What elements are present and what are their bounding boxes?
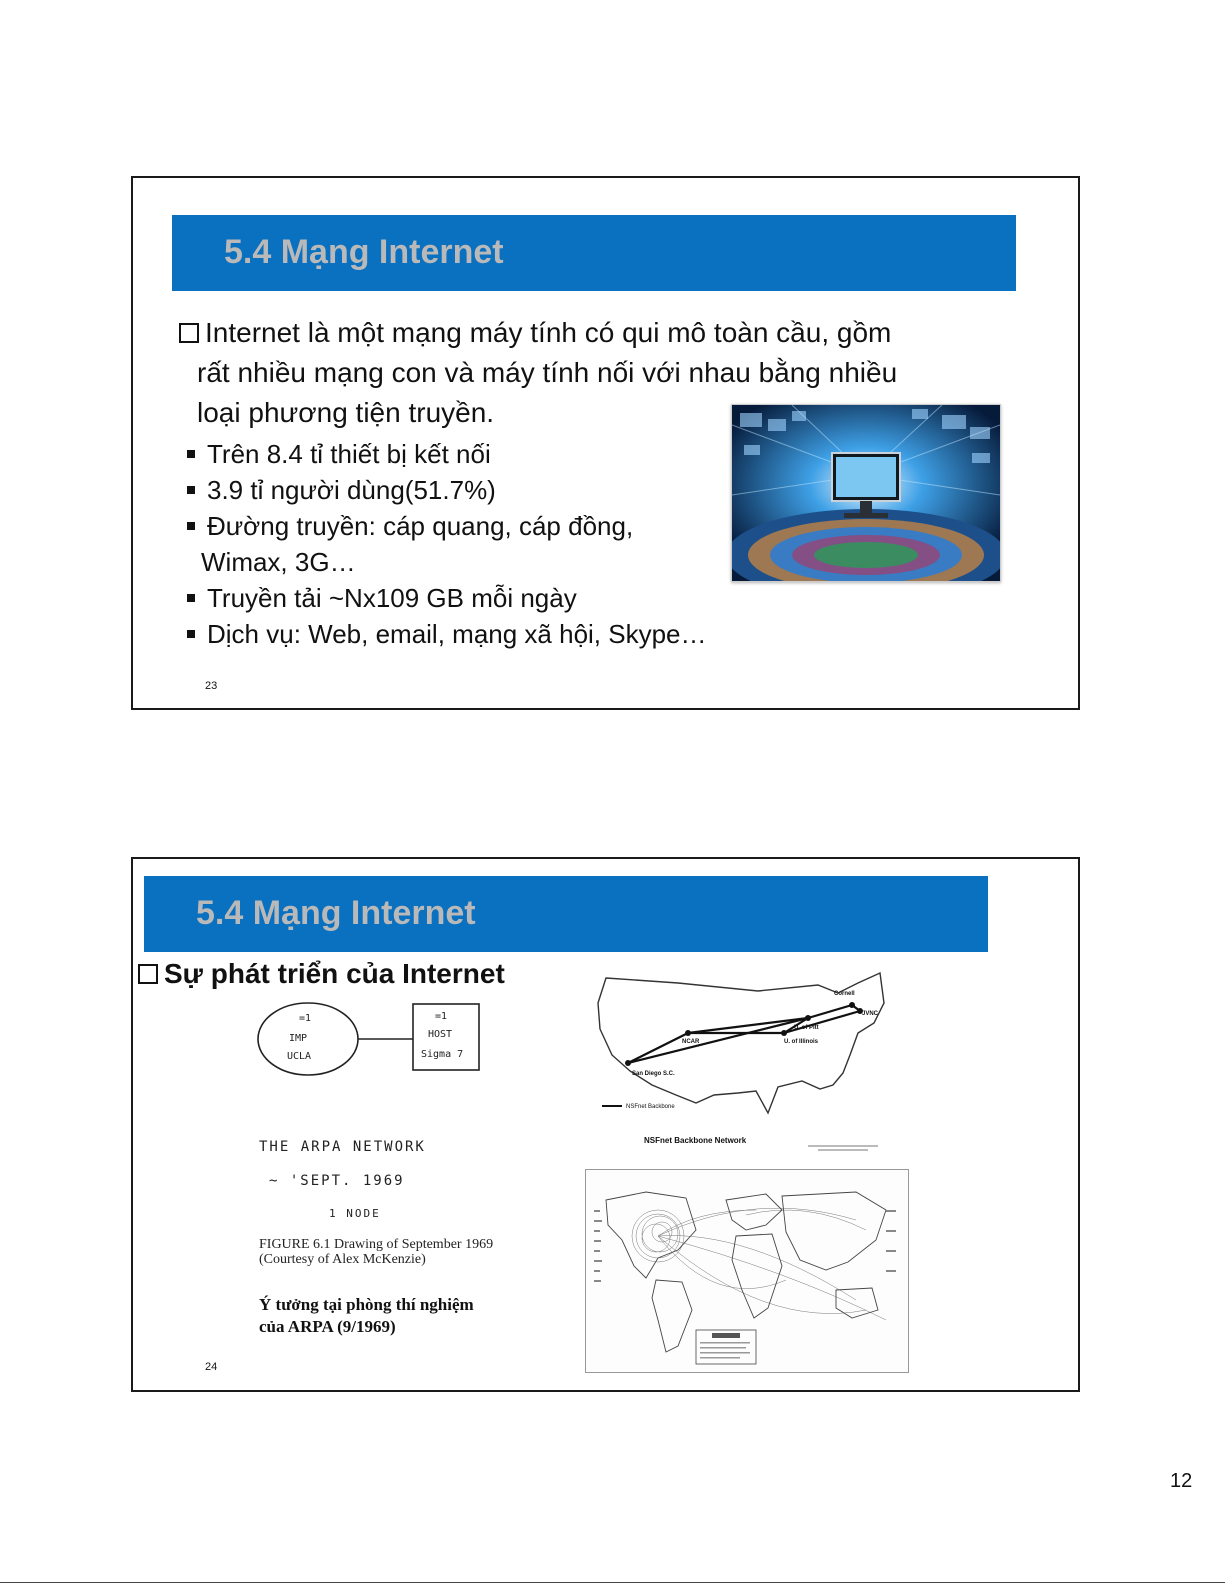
title-banner (172, 215, 1016, 291)
figure-caption-line-1: FIGURE 6.1 Drawing of September 1969 (259, 1237, 494, 1252)
map-node-label: U. of Pitt (794, 1025, 819, 1031)
arpa-handwriting (259, 1139, 589, 1220)
bullet-square-icon (187, 522, 195, 530)
arpa-node-label: 1 NODE (329, 1207, 381, 1220)
page-bottom-rule (0, 1582, 1225, 1583)
slide-title: 5.4 Mạng Internet (224, 233, 504, 271)
list-item: Dịch vụ: Web, email, mạng xã hội, Skype… (185, 616, 805, 652)
slide-23 (131, 176, 1080, 710)
idea-caption-line-2: của ARPA (9/1969) (259, 1317, 396, 1336)
idea-caption-line-1: Ý tưởng tại phòng thí nghiệm (259, 1295, 474, 1314)
map-node-label: NCAR (682, 1039, 700, 1045)
list-item: Đường truyền: cáp quang, cáp đồng, (185, 508, 805, 544)
bullet-square-icon (187, 594, 195, 602)
list-item: Trên 8.4 tỉ thiết bị kết nối (185, 436, 805, 472)
map-legend: NSFnet Backbone (626, 1104, 675, 1110)
sketch-host-machine: Sigma 7 (421, 1049, 464, 1060)
list-item: Truyền tải ~Nx109 GB mỗi ngày (185, 580, 805, 616)
map-node-label: JVNC (862, 1011, 879, 1017)
intro-line-1: Internet là một mạng máy tính có qui mô toàn cầu, gồm (205, 317, 892, 348)
slide-number: 23 (205, 680, 218, 692)
figure-caption-line-2: (Courtesy of Alex McKenzie) (259, 1252, 426, 1267)
map-node-label: Cornell (834, 991, 855, 997)
arpa-date-label: ~ 'SEPT. 1969 (269, 1173, 405, 1189)
title-banner (144, 876, 988, 952)
list-item-continuation: Wimax, 3G… (201, 547, 356, 577)
section-heading: Sự phát triển của Internet (138, 958, 505, 990)
slide-number: 24 (205, 1361, 218, 1373)
internet-illustration-image (731, 404, 1001, 582)
sketch-host-label: HOST (428, 1029, 453, 1040)
checkbox-bullet-icon (179, 323, 199, 343)
sketch-host-num: =1 (435, 1011, 448, 1022)
slide-24 (131, 857, 1080, 1392)
list-item: 3.9 tỉ người dùng(51.7%) (185, 472, 805, 508)
page-number: 12 (1170, 1470, 1193, 1492)
map-node-label: U. of Illinois (784, 1039, 818, 1045)
world-network-map (585, 1169, 909, 1373)
slide-title: 5.4 Mạng Internet (196, 894, 476, 932)
intro-line-3: loại phương tiện truyền. (197, 397, 495, 428)
arpa-sketch-drawing (253, 999, 493, 1084)
sketch-imp-num: =1 (299, 1013, 312, 1024)
map-node-label: San Diego S.C. (632, 1071, 675, 1077)
sketch-imp-label: IMP (289, 1033, 308, 1044)
map-title: NSFnet Backbone Network (644, 1136, 747, 1145)
sketch-imp-site: UCLA (287, 1051, 312, 1062)
bullet-square-icon (187, 630, 195, 638)
bullet-square-icon (187, 486, 195, 494)
bullet-square-icon (187, 450, 195, 458)
intro-line-2: rất nhiều mạng con và máy tính nối với nhau bằng nhiều (197, 357, 898, 388)
idea-caption (259, 1294, 474, 1338)
nsfnet-us-map (588, 963, 898, 1163)
checkbox-bullet-icon (138, 964, 158, 984)
arpa-network-label: THE ARPA NETWORK (259, 1139, 426, 1155)
bullet-list (185, 436, 805, 652)
figure-caption (259, 1237, 493, 1267)
